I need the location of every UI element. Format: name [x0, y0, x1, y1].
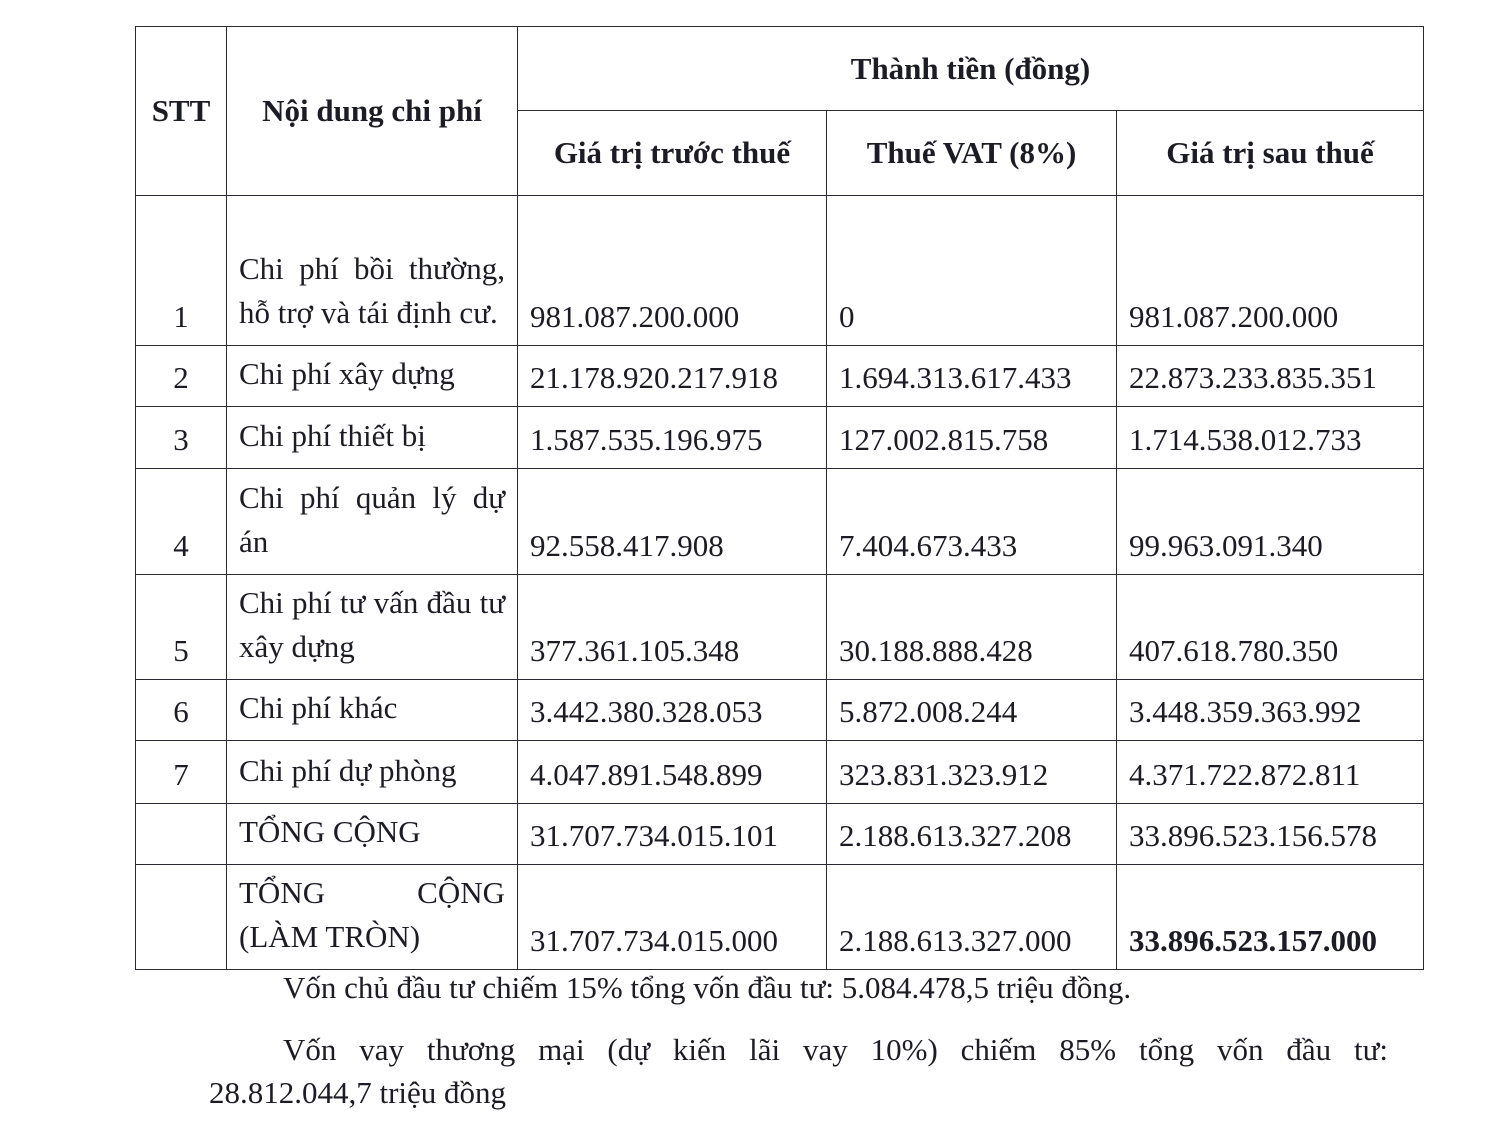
cell-vat: 7.404.673.433: [827, 469, 1117, 575]
cell-after-tax: 3.448.359.363.992: [1117, 680, 1424, 741]
table-row: [136, 575, 1424, 680]
header-content: Nội dung chi phí: [227, 27, 518, 196]
table-row: [136, 407, 1424, 469]
cell-name: Chi phí quản lý dự án: [227, 469, 518, 575]
header-before-tax: Giá trị trước thuế: [518, 111, 827, 196]
cell-vat: 2.188.613.327.000: [827, 865, 1117, 970]
cell-vat: 2.188.613.327.208: [827, 804, 1117, 865]
cell-after-tax: 407.618.780.350: [1117, 575, 1424, 680]
cell-name: Chi phí tư vấn đầu tư xây dựng: [227, 575, 518, 680]
table-row: [136, 469, 1424, 575]
table-row: [136, 346, 1424, 407]
cell-before-tax: 92.558.417.908: [518, 469, 827, 575]
table-row: [136, 680, 1424, 741]
table-row: [136, 741, 1424, 804]
cell-stt: 1: [136, 196, 227, 346]
cell-after-tax: 33.896.523.156.578: [1117, 804, 1424, 865]
cell-stt: 4: [136, 469, 227, 575]
rounded-total-row: [136, 865, 1424, 970]
cell-before-tax: 31.707.734.015.000: [518, 865, 827, 970]
cell-before-tax: 377.361.105.348: [518, 575, 827, 680]
cell-name: Chi phí dự phòng: [227, 741, 518, 804]
cell-before-tax: 4.047.891.548.899: [518, 741, 827, 804]
cell-name: Chi phí xây dựng: [227, 346, 518, 407]
cell-after-tax: 1.714.538.012.733: [1117, 407, 1424, 469]
header-vat: Thuế VAT (8%): [827, 111, 1117, 196]
equity-capital-text: Vốn chủ đầu tư chiếm 15% tổng vốn đầu tư: 5.084.478,5 triệu đồng.: [283, 970, 1132, 1005]
cell-stt: 3: [136, 407, 227, 469]
header-stt: STT: [136, 27, 227, 196]
cell-name: Chi phí khác: [227, 680, 518, 741]
cell-name: TỔNG CỘNG (LÀM TRÒN): [227, 865, 518, 970]
cost-table: [135, 26, 1424, 970]
cell-vat: 0: [827, 196, 1117, 346]
header-amount-group: Thành tiền (đồng): [518, 27, 1424, 111]
cell-stt: 7: [136, 741, 227, 804]
cell-stt: [136, 804, 227, 865]
cell-stt: [136, 865, 227, 970]
cell-after-tax: 33.896.523.157.000: [1117, 865, 1424, 970]
cell-before-tax: 3.442.380.328.053: [518, 680, 827, 741]
loan-capital-amount: 28.812.044,7 triệu đồng: [209, 1075, 507, 1110]
cell-before-tax: 981.087.200.000: [518, 196, 827, 346]
cell-after-tax: 4.371.722.872.811: [1117, 741, 1424, 804]
cell-name: Chi phí thiết bị: [227, 407, 518, 469]
cell-vat: 1.694.313.617.433: [827, 346, 1117, 407]
header-after-tax: Giá trị sau thuế: [1117, 111, 1424, 196]
cell-stt: 6: [136, 680, 227, 741]
cell-after-tax: 99.963.091.340: [1117, 469, 1424, 575]
cell-name: TỔNG CỘNG: [227, 804, 518, 865]
cell-after-tax: 981.087.200.000: [1117, 196, 1424, 346]
table-row: [136, 196, 1424, 346]
cell-vat: 5.872.008.244: [827, 680, 1117, 741]
cell-after-tax: 22.873.233.835.351: [1117, 346, 1424, 407]
loan-capital-text: Vốn vay thương mại (dự kiến lãi vay 10%) chiếm 85% tổng vốn đầu tư:: [283, 1032, 1388, 1067]
cell-name: Chi phí bồi thường, hỗ trợ và tái định cư.: [227, 196, 518, 346]
cell-vat: 30.188.888.428: [827, 575, 1117, 680]
total-row: [136, 804, 1424, 865]
cell-before-tax: 21.178.920.217.918: [518, 346, 827, 407]
cell-vat: 323.831.323.912: [827, 741, 1117, 804]
cell-before-tax: 1.587.535.196.975: [518, 407, 827, 469]
cell-vat: 127.002.815.758: [827, 407, 1117, 469]
cell-before-tax: 31.707.734.015.101: [518, 804, 827, 865]
cell-stt: 5: [136, 575, 227, 680]
cell-stt: 2: [136, 346, 227, 407]
